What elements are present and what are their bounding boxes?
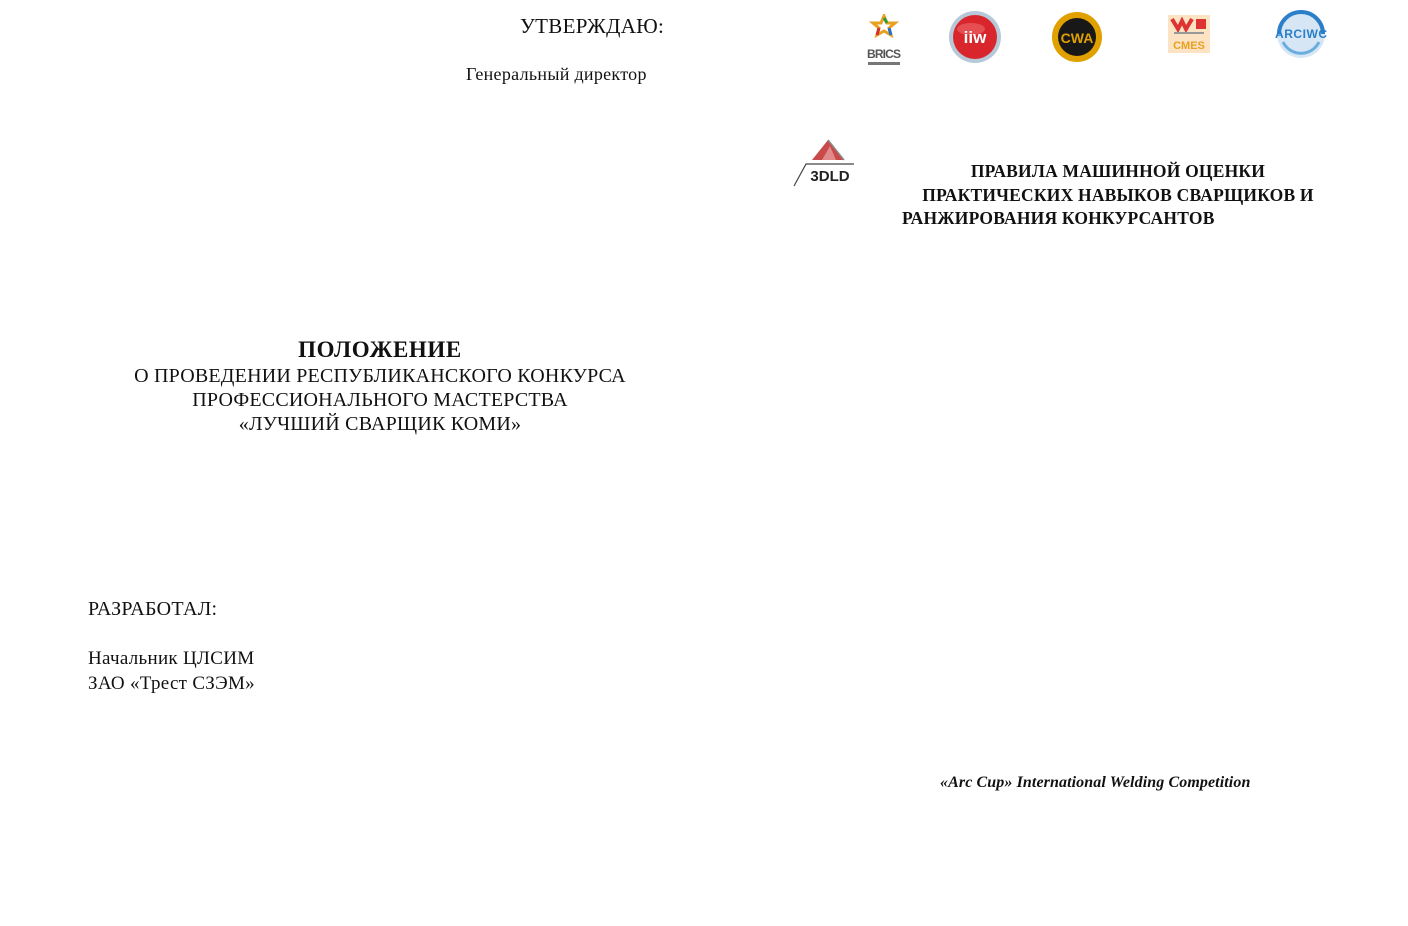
cmes-logo-text: CMES bbox=[1173, 40, 1205, 52]
3dld-logo bbox=[792, 136, 856, 188]
developed-label: РАЗРАБОТАЛ: bbox=[88, 598, 218, 620]
director-title: Генеральный директор bbox=[466, 64, 647, 84]
regulation-line-3: «ЛУЧШИЙ СВАРЩИК КОМИ» bbox=[238, 413, 522, 435]
developer-company: ЗАО «Трест СЗЭМ» bbox=[88, 673, 255, 694]
3dld-logo-text: 3DLD bbox=[810, 168, 850, 185]
iiw-logo-text: iiw bbox=[963, 28, 987, 47]
developer-block bbox=[88, 646, 255, 696]
brics-logo bbox=[864, 14, 904, 68]
regulation-heading: ПОЛОЖЕНИЕ bbox=[298, 337, 462, 362]
cmes-logo bbox=[1166, 13, 1212, 55]
cwa-logo bbox=[1049, 10, 1105, 64]
developer-position: Начальник ЦЛСИМ bbox=[88, 648, 255, 669]
competition-footer: «Arc Cup» International Welding Competition bbox=[940, 774, 1251, 791]
regulation-line-1: О ПРОВЕДЕНИИ РЕСПУБЛИКАНСКОГО КОНКУРСА bbox=[134, 365, 626, 387]
cwa-logo-text: CWA bbox=[1060, 30, 1094, 46]
rules-title-line-2: ПРАКТИЧЕСКИХ НАВЫКОВ СВАРЩИКОВ И bbox=[922, 184, 1314, 205]
rules-title-line-1: ПРАВИЛА МАШИННОЙ ОЦЕНКИ bbox=[970, 161, 1266, 181]
brics-logo-text: BRICS bbox=[867, 47, 901, 61]
iiw-logo bbox=[947, 9, 1003, 65]
regulation-title-block bbox=[80, 336, 680, 436]
regulation-line-2: ПРОФЕССИОНАЛЬНОГО МАСТЕРСТВА bbox=[192, 389, 568, 411]
rules-title bbox=[880, 160, 1356, 231]
arciwc-logo-text: ARCIWC bbox=[1275, 27, 1327, 41]
arciwc-logo bbox=[1271, 8, 1331, 60]
rules-title-line-3: РАНЖИРОВАНИЯ КОНКУРСАНТОВ bbox=[902, 208, 1215, 228]
approve-label: УТВЕРЖДАЮ: bbox=[520, 14, 665, 38]
